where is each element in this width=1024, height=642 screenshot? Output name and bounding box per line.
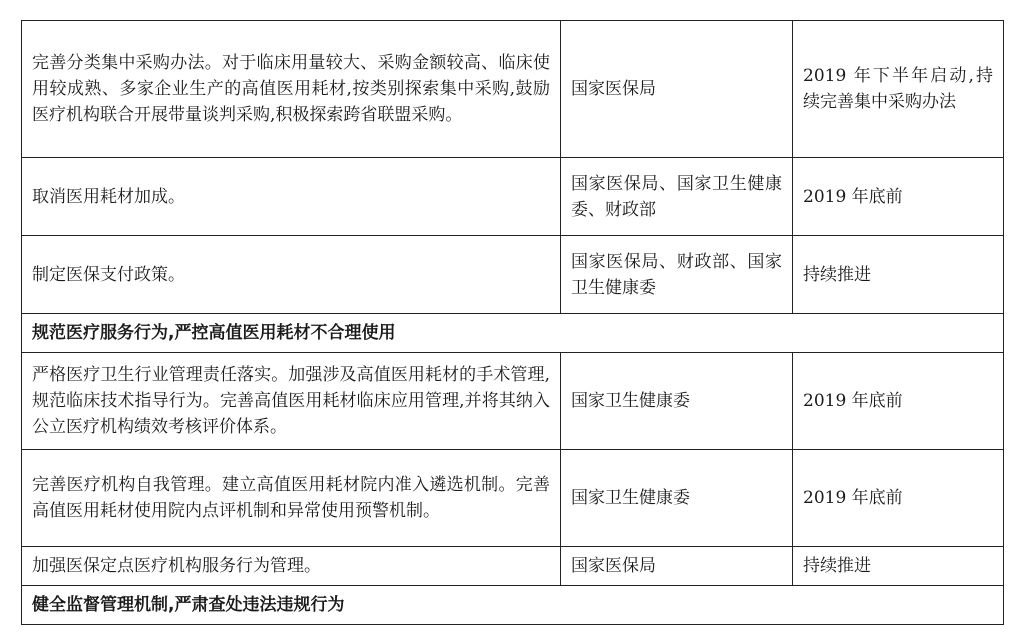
agency-cell: 国家卫生健康委 <box>561 450 793 547</box>
timeline-cell: 2019 年底前 <box>793 450 1004 547</box>
table-row <box>22 21 1004 158</box>
section-heading: 规范医疗服务行为,严控高值医用耗材不合理使用 <box>22 314 1004 353</box>
task-cell: 制定医保支付政策。 <box>22 236 561 314</box>
section-row <box>22 314 1004 353</box>
timeline-cell: 2019 年底前 <box>793 353 1004 450</box>
agency-cell: 国家医保局 <box>561 21 793 158</box>
table-row <box>22 450 1004 547</box>
task-cell: 取消医用耗材加成。 <box>22 158 561 236</box>
section-heading: 健全监督管理机制,严肃查处违法违规行为 <box>22 586 1004 625</box>
table-row <box>22 158 1004 236</box>
agency-cell: 国家医保局、国家卫生健康委、财政部 <box>561 158 793 236</box>
agency-cell: 国家卫生健康委 <box>561 353 793 450</box>
agency-cell: 国家医保局、财政部、国家卫生健康委 <box>561 236 793 314</box>
table-row <box>22 236 1004 314</box>
task-cell: 加强医保定点医疗机构服务行为管理。 <box>22 547 561 586</box>
section-row <box>22 586 1004 625</box>
table-row <box>22 547 1004 586</box>
timeline-cell: 持续推进 <box>793 236 1004 314</box>
table-row <box>22 353 1004 450</box>
task-cell: 完善医疗机构自我管理。建立高值医用耗材院内准入遴选机制。完善高值医用耗材使用院内点评机制和异常使用预警机制。 <box>22 450 561 547</box>
timeline-cell: 2019 年下半年启动,持续完善集中采购办法 <box>793 21 1004 158</box>
policy-task-table <box>21 20 1004 625</box>
timeline-cell: 2019 年底前 <box>793 158 1004 236</box>
task-cell: 完善分类集中采购办法。对于临床用量较大、采购金额较高、临床使用较成熟、多家企业生产的高值医用耗材,按类别探索集中采购,鼓励医疗机构联合开展带量谈判采购,积极探索跨省联盟采购。 <box>22 21 561 158</box>
timeline-cell: 持续推进 <box>793 547 1004 586</box>
agency-cell: 国家医保局 <box>561 547 793 586</box>
task-cell: 严格医疗卫生行业管理责任落实。加强涉及高值医用耗材的手术管理,规范临床技术指导行为。完善高值医用耗材临床应用管理,并将其纳入公立医疗机构绩效考核评价体系。 <box>22 353 561 450</box>
